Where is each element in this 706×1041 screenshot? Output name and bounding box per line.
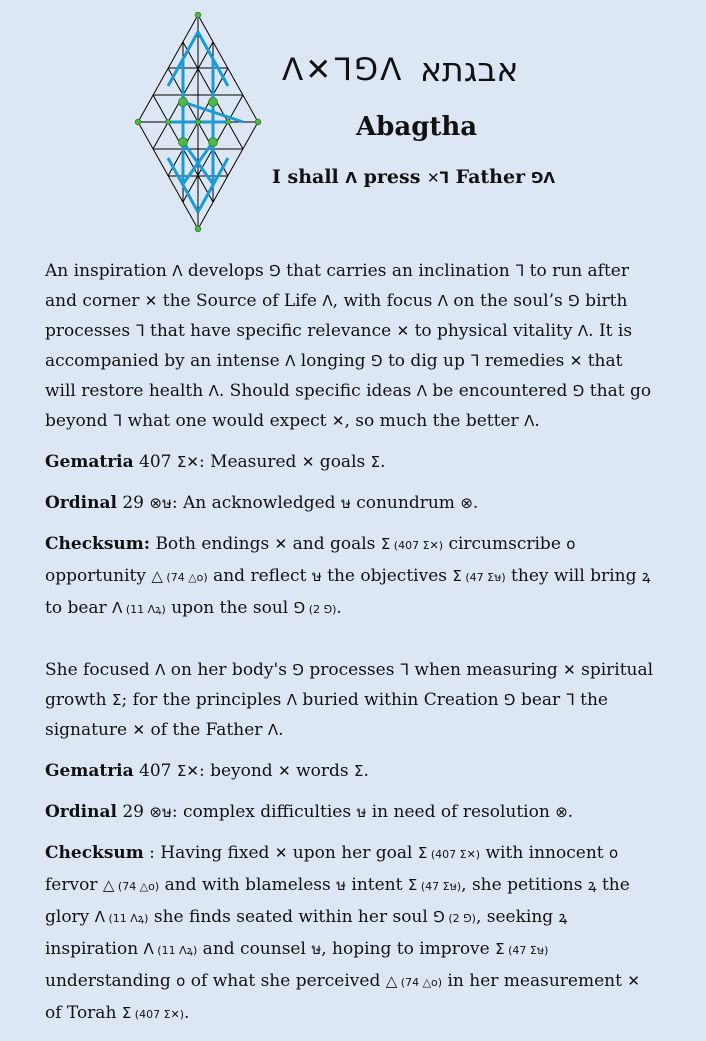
text-run: to bear (45, 598, 113, 618)
text-run: ; for the principles (121, 690, 287, 710)
glyph: Ʃ (370, 453, 381, 471)
glyph: Ʃ (407, 876, 418, 894)
hebrew-word: אבגתא (420, 50, 519, 89)
text-run: inspiration (45, 939, 144, 959)
text-run: upon her goal (287, 843, 418, 863)
text-run: , so much the better (344, 411, 525, 431)
glyph: ᴏ (176, 972, 186, 990)
text-run: the glory (45, 875, 630, 927)
text-run: bear (515, 690, 566, 710)
glyph: ⅁ (370, 352, 383, 370)
glyph: Ʃ (452, 567, 462, 585)
glyph: ᴏ (566, 535, 576, 553)
text-run: and counsel (197, 939, 312, 959)
gematria-number: 407 (139, 452, 172, 472)
gematria-line (45, 447, 655, 477)
text-run: they will bring (505, 566, 642, 586)
glyph: △ (385, 972, 398, 990)
text-run: understanding (45, 971, 177, 991)
glyph-reference: (407 Ʃ✕) (131, 1008, 185, 1021)
text-run: . It is accompanied by an intense (45, 321, 633, 371)
glyph: ⴷ (285, 352, 296, 370)
text-run: she finds seated within her soul (148, 907, 434, 927)
glyph: ✕ (301, 453, 315, 471)
text-run: : Having fixed (149, 843, 275, 863)
glyph: ⅁ (293, 599, 306, 617)
glyph-reference: (407 Ʃ✕) (390, 539, 444, 552)
glyph: ᒣ (565, 691, 575, 709)
glyph: ⴷ (172, 262, 183, 280)
checksum-label: Checksum: (45, 534, 151, 554)
glyph: ✕ (396, 322, 410, 340)
ordinal-end: . (567, 802, 574, 822)
gematria-glyphs: Ʃ✕ (176, 453, 199, 471)
glyph: ✕ (331, 412, 345, 430)
glyph: ⴷ (155, 661, 166, 679)
text-run: . (534, 411, 540, 431)
glyph-reference: (407 Ʃ✕) (427, 848, 481, 861)
ordinal-label: Ordinal (45, 493, 117, 513)
gematria-text-2: goals (314, 452, 371, 472)
meaning-word-2: press (363, 166, 421, 188)
diamond-lattice-figure (134, 12, 262, 232)
ordinal-text-2: conundrum (350, 493, 461, 513)
gematria-label: Gematria (45, 452, 134, 472)
text-run: upon the soul (165, 598, 294, 618)
glyph: ⅁ (503, 691, 516, 709)
gematria-text-2: words (290, 761, 354, 781)
glyph: ⴷ (94, 908, 105, 926)
glyph: ⊗ (460, 494, 473, 512)
text-run: opportunity (45, 566, 152, 586)
glyph: ⴷ (286, 691, 298, 709)
text-run: the Source of Life (157, 291, 323, 311)
meaning-word-1: I shall (272, 166, 339, 188)
glyph: ⴷ (577, 322, 589, 340)
ordinal-label: Ordinal (45, 802, 117, 822)
name-title: Abagtha (356, 112, 478, 142)
glyph: ✕ (274, 844, 288, 862)
glyph: ✕ (563, 661, 576, 679)
text-run: develops (182, 261, 270, 281)
meaning-glyph-1: ⴷ (345, 169, 357, 187)
glyph: ꝝ (641, 567, 651, 585)
glyph: Ʃ (495, 940, 505, 958)
text-run: intent (346, 875, 408, 895)
glyph-reference: (11 ⴷꝝ) (122, 603, 166, 616)
glyph: △ (151, 567, 163, 585)
glyph-reference: (2 ⅁) (444, 912, 476, 925)
glyph-reference: (11 ⴷꝝ) (104, 912, 149, 925)
glyph: ᴏ (609, 844, 619, 862)
glyph-reference: (74 △ᴏ) (397, 976, 443, 989)
text-run: on the soul’s (448, 291, 569, 311)
glyph: ꝝ (558, 908, 568, 926)
glyph-reference: (74 △ᴏ) (162, 571, 208, 584)
glyph: Ʃ (417, 844, 428, 862)
header (0, 0, 706, 240)
meaning-word-3: Father (455, 166, 526, 188)
glyph-reference: (2 ⅁) (305, 603, 337, 616)
text-run: on her body's (165, 660, 293, 680)
glyph: ⴷ (208, 382, 219, 400)
text-run: and reflect (207, 566, 312, 586)
text-run: . (278, 720, 284, 740)
glyph: ⅁ (572, 382, 585, 400)
text-run: when measuring (409, 660, 564, 680)
gematria-glyphs: Ʃ✕ (176, 762, 199, 780)
glyph-reference: (47 Ʃษ) (417, 880, 462, 893)
text-run: She focused (45, 660, 156, 680)
text-run: , she petitions (461, 875, 588, 895)
text-run: processes (303, 660, 400, 680)
text-run: , with focus (332, 291, 438, 311)
glyph: △ (102, 876, 115, 894)
glyph: ✕ (144, 292, 158, 310)
glyph: ⊗ (555, 803, 568, 821)
gematria-end: . (363, 761, 369, 781)
glyph: ⴷ (437, 292, 449, 310)
ordinal-text: : An acknowledged (171, 493, 341, 513)
ordinal-number: 29 (122, 493, 144, 513)
glyph: ษ (336, 876, 346, 894)
glyph: ⅁ (568, 292, 580, 310)
text-run: that go beyond (45, 381, 652, 431)
text-run: . (184, 1003, 190, 1023)
text-run: to run after and corner (45, 261, 629, 311)
glyph: ⴷ (112, 599, 123, 617)
text-run: , hoping to improve (321, 939, 496, 959)
text-run: of what she perceived (185, 971, 386, 991)
glyph-reference: (47 Ʃษ) (461, 571, 506, 584)
glyph: Ʃ (121, 1004, 132, 1022)
text-run: with innocent (480, 843, 610, 863)
text-run: An inspiration (45, 261, 173, 281)
checksum-label: Checksum (45, 843, 144, 863)
ordinal-number: 29 (122, 802, 144, 822)
ordinal-line (45, 488, 655, 518)
glyph: Ʃ (380, 535, 391, 553)
glyph: ✕ (627, 972, 640, 990)
text-run: . Should specific ideas (218, 381, 417, 401)
glyph: ษ (356, 803, 367, 821)
glyph: ᒣ (135, 322, 145, 340)
glyph-reference: (74 △ᴏ) (114, 880, 160, 893)
checksum-paragraph (45, 838, 655, 1030)
text-run: buried within Creation (297, 690, 504, 710)
ordinal-line (45, 797, 655, 827)
gematria-text: : Measured (198, 452, 302, 472)
text-run: what one would expect (122, 411, 332, 431)
glyph: ษ (340, 494, 351, 512)
application-paragraph (45, 655, 655, 745)
glyph-reference: (11 ⴷꝝ) (153, 944, 198, 957)
text-run: spiritual growth (45, 660, 654, 710)
text-run: birth processes (45, 291, 628, 341)
gematria-label: Gematria (45, 761, 134, 781)
glyph: ⅁ (433, 908, 445, 926)
glyph: ษ (311, 567, 322, 585)
glyph: ✕ (132, 721, 146, 739)
interpretation-paragraph (45, 256, 655, 436)
text-run: be encountered (426, 381, 573, 401)
ordinal-glyphs: ⊗ษ (149, 803, 172, 821)
glyph: ꝝ (587, 876, 597, 894)
glyph: ⴷ (143, 940, 154, 958)
text-run: Both endings (155, 534, 275, 554)
gematria-number: 407 (139, 761, 172, 781)
glyph: ⴷ (267, 721, 279, 739)
text-run: that carries an inclination (280, 261, 516, 281)
glyph: ษ (311, 940, 322, 958)
glyph: ᒣ (470, 352, 480, 370)
glyph: ⅁ (292, 661, 304, 679)
glyph: ᒣ (399, 661, 409, 679)
glyph: ᒣ (515, 262, 525, 280)
section-spacer (45, 636, 655, 655)
text-run: the objectives (321, 566, 453, 586)
glyph: ᒣ (113, 412, 123, 430)
text-run: , seeking (475, 907, 559, 927)
text-run: . (336, 598, 342, 618)
text-run: of Torah (45, 1003, 122, 1023)
glyph: Ʃ (354, 762, 364, 780)
glyph: ⴷ (524, 412, 535, 430)
content (45, 256, 655, 1041)
text-run: the signature (45, 690, 608, 740)
text-run: of the Father (145, 720, 268, 740)
ordinal-text: : complex difficulties (171, 802, 357, 822)
ordinal-end: . (472, 493, 479, 513)
checksum-paragraph (45, 529, 655, 625)
glyph: ✕ (278, 762, 291, 780)
text-run: fervor (45, 875, 103, 895)
glyph: Ʃ (111, 691, 122, 709)
text-run: to physical vitality (409, 321, 578, 341)
ordinal-text-2: in need of resolution (366, 802, 556, 822)
glyph: ✕ (274, 535, 288, 553)
text-run: and with blameless (159, 875, 337, 895)
glyph: ⴷ (322, 292, 333, 310)
text-run: longing (295, 351, 371, 371)
glyph: ⴷ (416, 382, 427, 400)
gematria-line (45, 756, 655, 786)
text-run: to dig up (382, 351, 471, 371)
name-meaning (272, 166, 555, 188)
text-run: and goals (287, 534, 381, 554)
meaning-glyph-2: ✕ᒣ (427, 169, 449, 187)
paleo-hebrew-word: ⴷ✕ᒣ⅁ⴷ (282, 52, 404, 88)
glyph-reference: (47 Ʃษ) (504, 944, 549, 957)
ordinal-glyphs: ⊗ษ (149, 494, 172, 512)
text-run: that have specific relevance (144, 321, 397, 341)
meaning-glyph-3: ⅁ⴷ (531, 169, 555, 187)
glyph: ⅁ (269, 262, 281, 280)
text-run: circumscribe (443, 534, 567, 554)
gematria-end: . (380, 452, 386, 472)
text-run: that will restore health (45, 351, 623, 401)
text-run: remedies (479, 351, 570, 371)
glyph: ✕ (569, 352, 583, 370)
gematria-text: : beyond (198, 761, 279, 781)
text-run: in her measurement (442, 971, 628, 991)
